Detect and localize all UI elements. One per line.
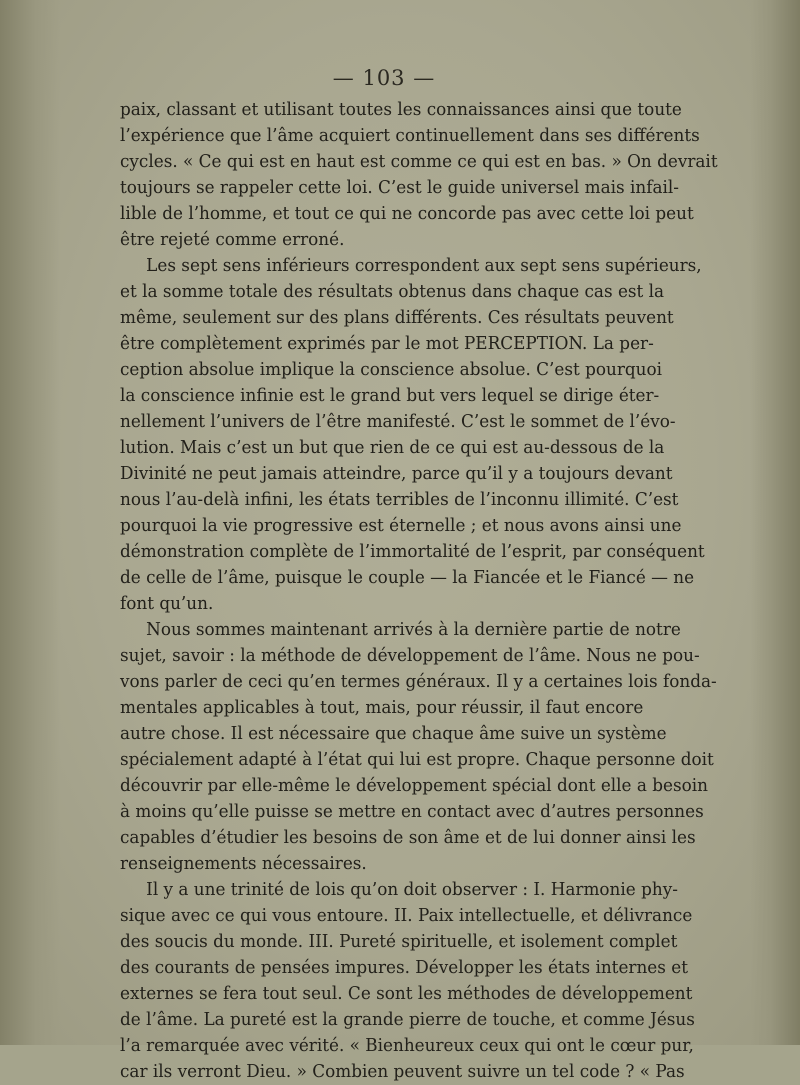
body-text — [120, 97, 718, 1085]
text-line: externes se fera tout seul. Ce sont les méthodes de développement — [120, 983, 693, 1004]
text-line: être rejeté comme erroné. — [120, 229, 345, 250]
text-line: renseignements nécessaires. — [120, 853, 367, 874]
text-line: cycles. « Ce qui est en haut est comme ce qui est en bas. » On devrait — [120, 151, 718, 172]
text-line: l’expérience que l’âme acquiert continuellement dans ses différents — [120, 125, 700, 146]
text-line: lution. Mais c’est un but que rien de ce qui est au-dessous de la — [120, 437, 665, 458]
text-line: autre chose. Il est nécessaire que chaque âme suive un système — [120, 723, 667, 744]
text-line: même, seulement sur des plans différents. Ces résultats peuvent — [120, 307, 674, 328]
text-line: ception absolue implique la conscience absolue. C’est pourquoi — [120, 359, 663, 380]
text-line: la conscience infinie est le grand but vers lequel se dirige éter- — [120, 385, 660, 406]
text-line: sujet, savoir : la méthode de développement de l’âme. Nous ne pou- — [120, 645, 700, 666]
text-line: à moins qu’elle puisse se mettre en contact avec d’autres personnes — [120, 801, 704, 822]
text-line: des courants de pensées impures. Développer les états internes et — [120, 957, 688, 978]
text-line: Divinité ne peut jamais atteindre, parce qu’il y a toujours devant — [120, 463, 673, 484]
text-line: car ils verront Dieu. » Combien peuvent suivre un tel code ? « Pas — [120, 1061, 685, 1082]
text-line: de l’âme. La pureté est la grande pierre de touche, et comme Jésus — [120, 1009, 695, 1030]
text-line: lible de l’homme, et tout ce qui ne concorde pas avec cette loi peut — [120, 203, 694, 224]
text-line: vons parler de ceci qu’en termes généraux. Il y a certaines lois fonda- — [120, 671, 717, 692]
page-shadow-right — [750, 0, 800, 1045]
text-line: capables d’étudier les besoins de son âme et de lui donner ainsi les — [120, 827, 696, 848]
text-line: mentales applicables à tout, mais, pour réussir, il faut encore — [120, 697, 644, 718]
text-line: nellement l’univers de l’être manifesté. C’est le sommet de l’évo- — [120, 411, 676, 432]
text-line: être complètement exprimés par le mot PERCEPTION. La per- — [120, 333, 654, 354]
page-shadow-left — [0, 0, 60, 1045]
text-line: Nous sommes maintenant arrivés à la dernière partie de notre — [146, 619, 681, 640]
text-line: toujours se rappeler cette loi. C’est le guide universel mais infail- — [120, 177, 679, 198]
text-line: font qu’un. — [120, 593, 214, 614]
text-line: Il y a une trinité de lois qu’on doit observer : I. Harmonie phy- — [146, 879, 678, 900]
text-line: et la somme totale des résultats obtenus dans chaque cas est la — [120, 281, 665, 302]
text-line: sique avec ce qui vous entoure. II. Paix intellectuelle, et délivrance — [120, 905, 693, 926]
text-line: de celle de l’âme, puisque le couple — la Fiancée et le Fiancé — ne — [120, 567, 695, 588]
page-number: — 103 — — [332, 66, 436, 90]
text-line: paix, classant et utilisant toutes les connaissances ainsi que toute — [120, 99, 682, 120]
text-line: des soucis du monde. III. Pureté spirituelle, et isolement complet — [120, 931, 678, 952]
text-line: découvrir par elle-même le développement spécial dont elle a besoin — [120, 775, 708, 796]
text-line: Les sept sens inférieurs correspondent aux sept sens supérieurs, — [146, 255, 702, 276]
text-line: spécialement adapté à l’état qui lui est propre. Chaque personne doit — [120, 749, 714, 770]
text-line: l’a remarquée avec vérité. « Bienheureux ceux qui ont le cœur pur, — [120, 1035, 694, 1056]
text-line: nous l’au-delà infini, les états terribles de l’inconnu illimité. C’est — [120, 489, 679, 510]
text-line: pourquoi la vie progressive est éternelle ; et nous avons ainsi une — [120, 515, 682, 536]
text-line: démonstration complète de l’immortalité de l’esprit, par conséquent — [120, 541, 705, 562]
